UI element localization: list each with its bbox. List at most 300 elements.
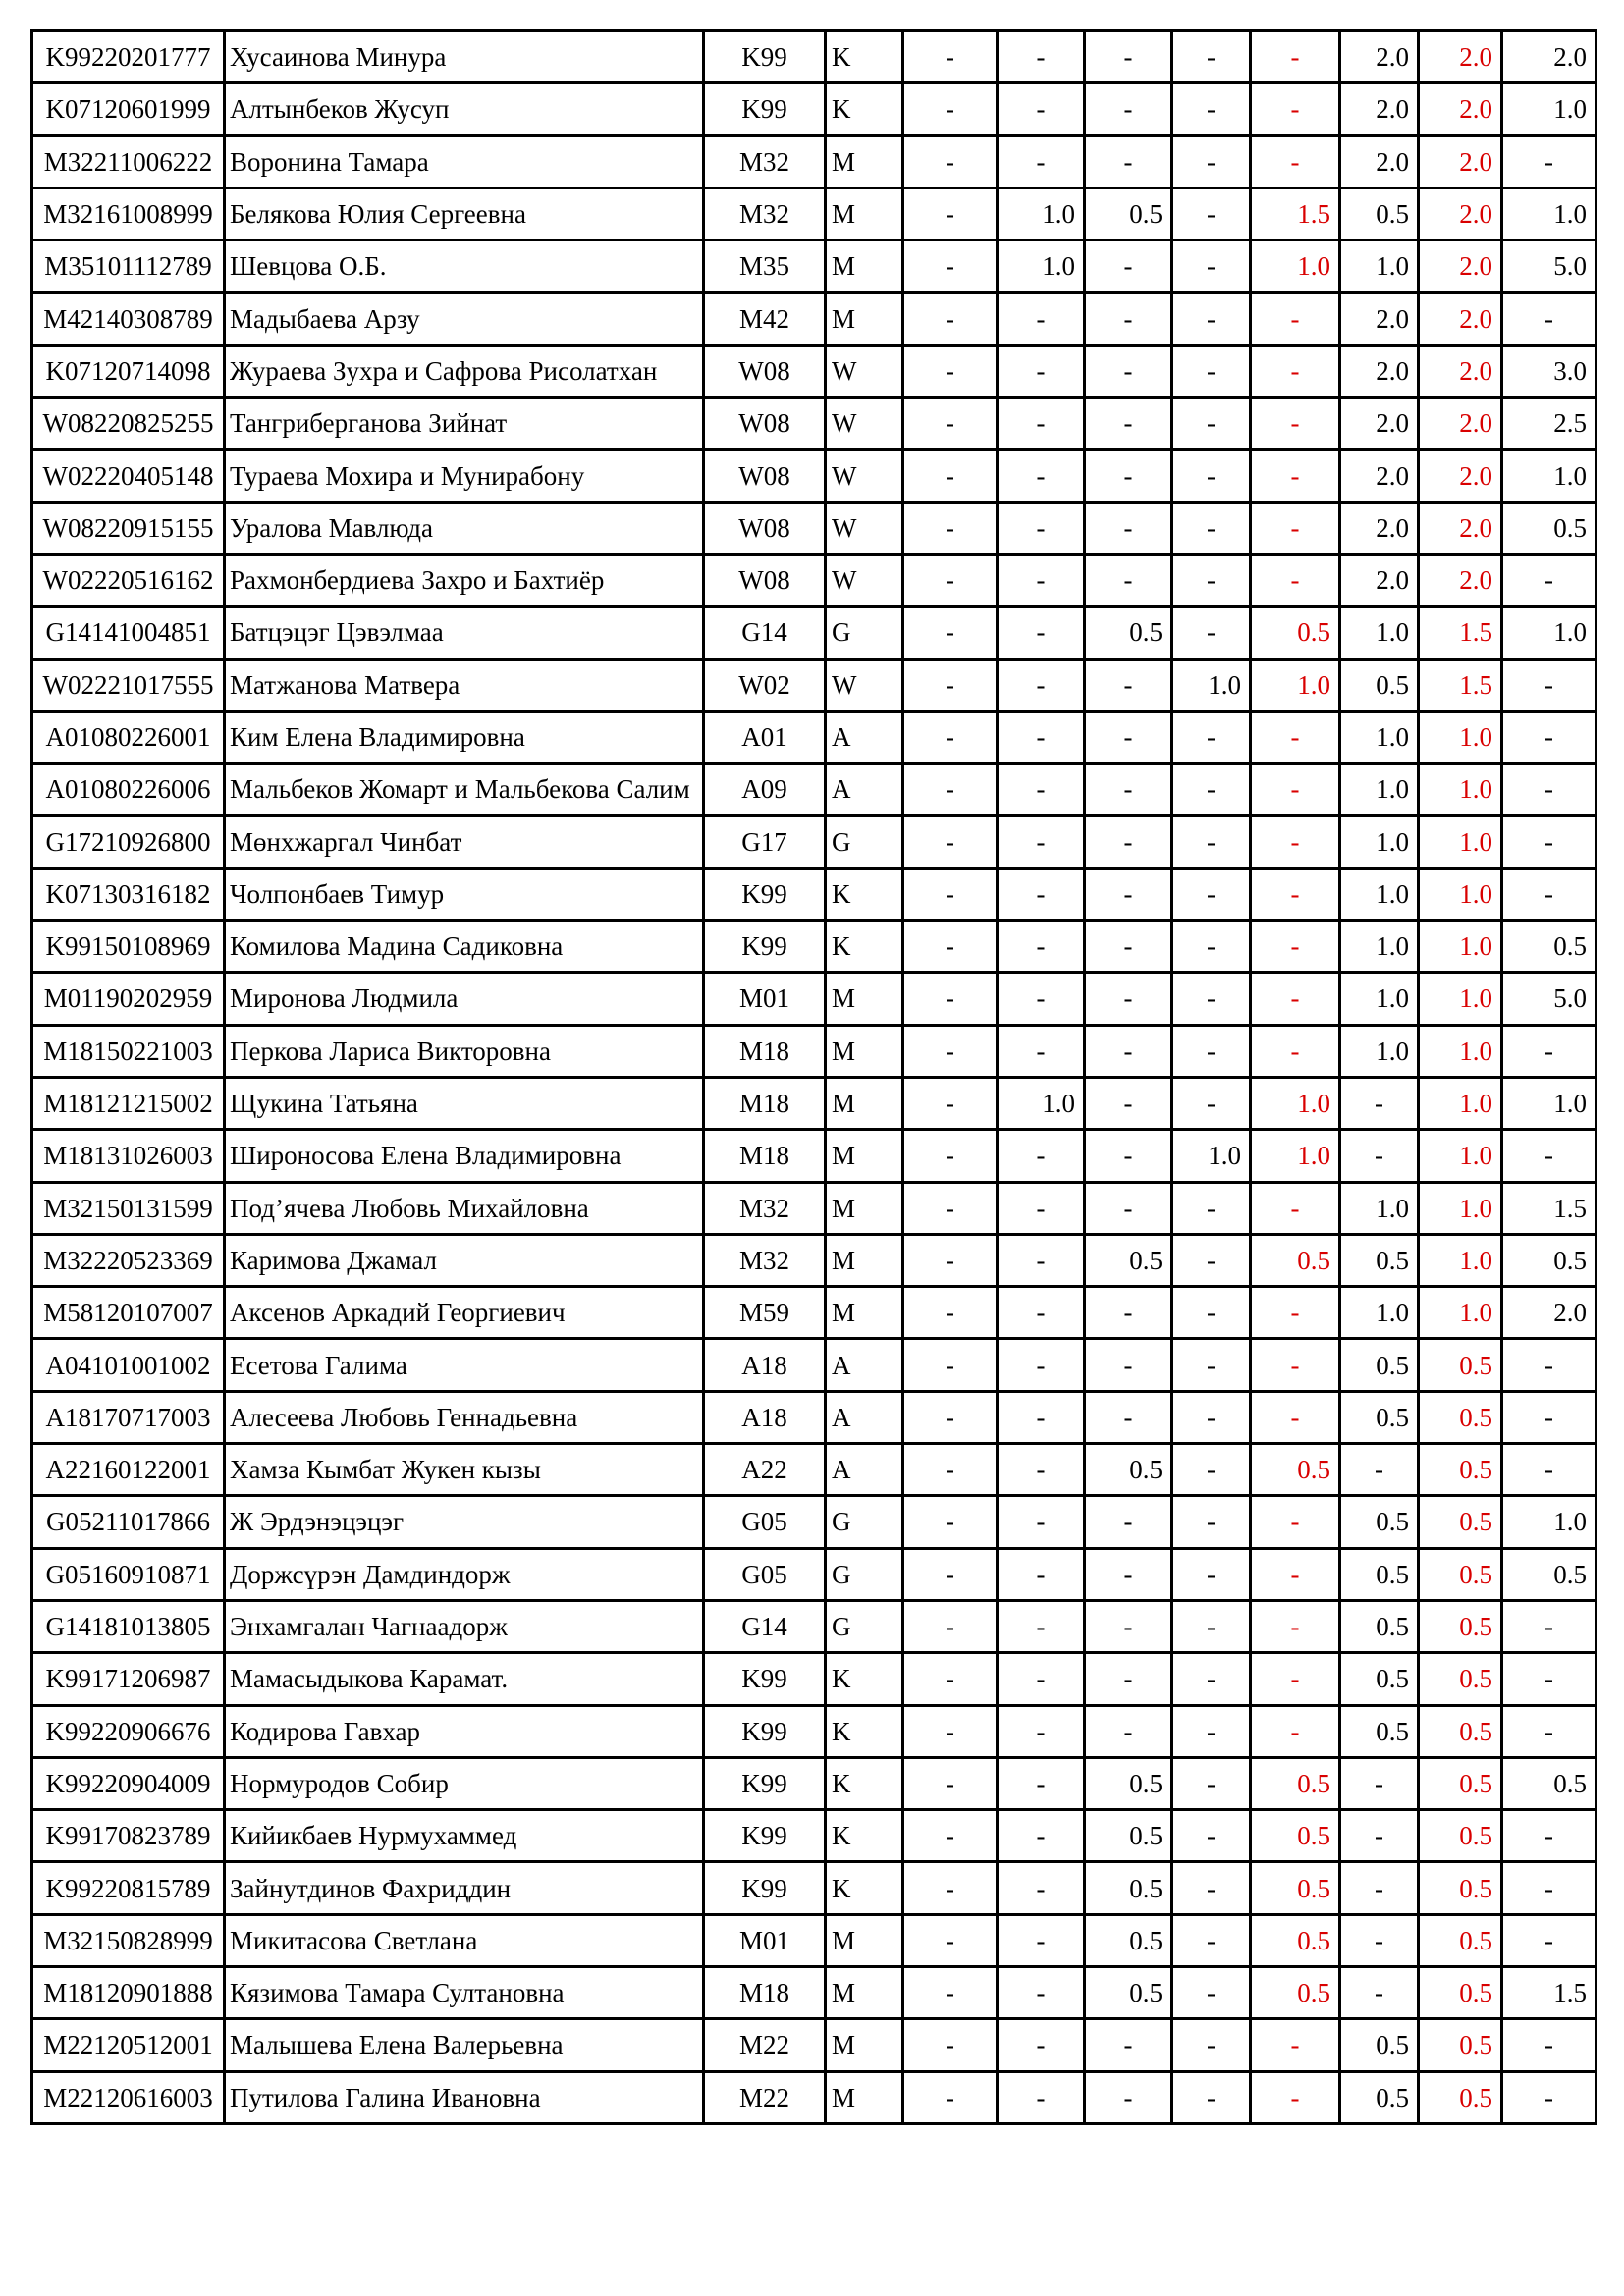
- cell-col3: 0.5: [1085, 1914, 1172, 1966]
- cell-col2: -: [998, 450, 1085, 502]
- cell-letter: K: [826, 1653, 903, 1705]
- cell-code: W02220516162: [32, 554, 225, 606]
- cell-code: M18121215002: [32, 1077, 225, 1129]
- cell-code: K99220815789: [32, 1862, 225, 1914]
- table-row: [32, 1287, 1597, 1339]
- cell-col6: 2.0: [1340, 31, 1419, 83]
- cell-col6: 1.0: [1340, 973, 1419, 1025]
- cell-col8: -: [1502, 764, 1597, 816]
- cell-code: M32211006222: [32, 135, 225, 187]
- cell-col2: -: [998, 1130, 1085, 1182]
- cell-group: A01: [704, 711, 826, 763]
- cell-col6: 1.0: [1340, 921, 1419, 973]
- cell-col1: -: [903, 1496, 998, 1548]
- cell-col6: -: [1340, 1966, 1419, 2018]
- cell-name: Хамза Кымбат Жукен кызы: [225, 1444, 704, 1496]
- cell-code: M32161008999: [32, 187, 225, 240]
- cell-col8: -: [1502, 1810, 1597, 1862]
- cell-col2: -: [998, 1966, 1085, 2018]
- cell-col8: -: [1502, 2019, 1597, 2071]
- cell-col4: 1.0: [1172, 1130, 1251, 1182]
- cell-col2: -: [998, 973, 1085, 1025]
- cell-col1: -: [903, 1444, 998, 1496]
- cell-col8: -: [1502, 659, 1597, 711]
- cell-group: A18: [704, 1391, 826, 1443]
- cell-group: W08: [704, 345, 826, 397]
- cell-letter: M: [826, 187, 903, 240]
- cell-col2: -: [998, 1391, 1085, 1443]
- table-row: [32, 711, 1597, 763]
- cell-letter: W: [826, 659, 903, 711]
- cell-letter: W: [826, 345, 903, 397]
- cell-name: Комилова Мадина Садиковна: [225, 921, 704, 973]
- cell-col1: -: [903, 764, 998, 816]
- cell-letter: M: [826, 1234, 903, 1286]
- table-row: [32, 187, 1597, 240]
- cell-col8: 5.0: [1502, 240, 1597, 293]
- cell-code: W08220915155: [32, 502, 225, 554]
- cell-col3: -: [1085, 711, 1172, 763]
- cell-col7-total: 0.5: [1419, 1705, 1502, 1757]
- cell-group: G05: [704, 1496, 826, 1548]
- cell-letter: W: [826, 450, 903, 502]
- cell-col8: 1.0: [1502, 1077, 1597, 1129]
- cell-col5-subtotal: -: [1251, 83, 1340, 135]
- cell-col5-subtotal: 1.0: [1251, 240, 1340, 293]
- cell-col2: -: [998, 1653, 1085, 1705]
- cell-col1: -: [903, 1914, 998, 1966]
- cell-code: M18131026003: [32, 1130, 225, 1182]
- cell-col3: -: [1085, 1496, 1172, 1548]
- cell-col7-total: 1.0: [1419, 816, 1502, 868]
- cell-col5-subtotal: -: [1251, 1496, 1340, 1548]
- cell-name: Уралова Мавлюда: [225, 502, 704, 554]
- cell-col8: -: [1502, 816, 1597, 868]
- cell-letter: M: [826, 135, 903, 187]
- cell-group: G17: [704, 816, 826, 868]
- cell-name: Есетова Галима: [225, 1339, 704, 1391]
- cell-letter: G: [826, 816, 903, 868]
- cell-group: M01: [704, 973, 826, 1025]
- cell-letter: K: [826, 868, 903, 920]
- cell-col7-total: 0.5: [1419, 2071, 1502, 2123]
- cell-col4: -: [1172, 1600, 1251, 1652]
- cell-col5-subtotal: -: [1251, 398, 1340, 450]
- cell-group: M18: [704, 1025, 826, 1077]
- cell-col6: 1.0: [1340, 1182, 1419, 1234]
- cell-col3: -: [1085, 1025, 1172, 1077]
- cell-col3: -: [1085, 83, 1172, 135]
- cell-col3: -: [1085, 450, 1172, 502]
- cell-col4: -: [1172, 973, 1251, 1025]
- cell-code: M32220523369: [32, 1234, 225, 1286]
- cell-name: Аксенов Аркадий Георгиевич: [225, 1287, 704, 1339]
- table-row: [32, 973, 1597, 1025]
- table-row: [32, 1757, 1597, 1809]
- cell-col8: 1.5: [1502, 1966, 1597, 2018]
- cell-letter: A: [826, 711, 903, 763]
- cell-col8: -: [1502, 711, 1597, 763]
- cell-col2: -: [998, 1234, 1085, 1286]
- cell-letter: K: [826, 1810, 903, 1862]
- cell-col2: -: [998, 135, 1085, 187]
- cell-col6: 2.0: [1340, 398, 1419, 450]
- cell-code: M01190202959: [32, 973, 225, 1025]
- cell-col7-total: 2.0: [1419, 83, 1502, 135]
- cell-name: Матжанова Матвера: [225, 659, 704, 711]
- cell-code: G14141004851: [32, 607, 225, 659]
- cell-group: K99: [704, 31, 826, 83]
- cell-name: Шевцова О.Б.: [225, 240, 704, 293]
- cell-group: W08: [704, 554, 826, 606]
- cell-col3: -: [1085, 1548, 1172, 1600]
- table-row: [32, 1914, 1597, 1966]
- cell-group: W02: [704, 659, 826, 711]
- cell-group: K99: [704, 83, 826, 135]
- cell-col4: -: [1172, 764, 1251, 816]
- cell-col2: -: [998, 711, 1085, 763]
- cell-col8: -: [1502, 554, 1597, 606]
- table-row: [32, 83, 1597, 135]
- table-row: [32, 1600, 1597, 1652]
- cell-col4: -: [1172, 921, 1251, 973]
- cell-col5-subtotal: -: [1251, 1653, 1340, 1705]
- cell-col3: -: [1085, 502, 1172, 554]
- table-row: [32, 1130, 1597, 1182]
- cell-col7-total: 1.0: [1419, 711, 1502, 763]
- cell-letter: A: [826, 764, 903, 816]
- table-row: [32, 345, 1597, 397]
- cell-group: K99: [704, 1862, 826, 1914]
- cell-col5-subtotal: -: [1251, 135, 1340, 187]
- cell-name: Мадыбаева Арзу: [225, 293, 704, 345]
- cell-name: Тангриберганова Зийнат: [225, 398, 704, 450]
- cell-col4: -: [1172, 711, 1251, 763]
- cell-letter: K: [826, 1757, 903, 1809]
- cell-col1: -: [903, 1025, 998, 1077]
- cell-col2: -: [998, 1339, 1085, 1391]
- cell-col4: -: [1172, 1966, 1251, 2018]
- cell-col8: 5.0: [1502, 973, 1597, 1025]
- cell-group: M18: [704, 1077, 826, 1129]
- cell-name: Белякова Юлия Сергеевна: [225, 187, 704, 240]
- cell-col7-total: 1.0: [1419, 1182, 1502, 1234]
- cell-col3: 0.5: [1085, 1810, 1172, 1862]
- table-row: [32, 868, 1597, 920]
- cell-col1: -: [903, 240, 998, 293]
- cell-code: A01080226006: [32, 764, 225, 816]
- cell-col3: -: [1085, 764, 1172, 816]
- cell-col8: 3.0: [1502, 345, 1597, 397]
- cell-code: M42140308789: [32, 293, 225, 345]
- cell-col6: 0.5: [1340, 1600, 1419, 1652]
- cell-col8: -: [1502, 293, 1597, 345]
- cell-col6: -: [1340, 1862, 1419, 1914]
- cell-col5-subtotal: -: [1251, 554, 1340, 606]
- cell-col7-total: 0.5: [1419, 1339, 1502, 1391]
- cell-col2: -: [998, 1496, 1085, 1548]
- cell-col1: -: [903, 554, 998, 606]
- cell-col7-total: 2.0: [1419, 554, 1502, 606]
- cell-col4: -: [1172, 450, 1251, 502]
- cell-col5-subtotal: -: [1251, 1600, 1340, 1652]
- cell-name: Энхамгалан Чагнаадорж: [225, 1600, 704, 1652]
- table-row: [32, 1025, 1597, 1077]
- cell-col4: 1.0: [1172, 659, 1251, 711]
- cell-group: G14: [704, 1600, 826, 1652]
- cell-code: G17210926800: [32, 816, 225, 868]
- cell-col5-subtotal: 0.5: [1251, 1757, 1340, 1809]
- cell-col1: -: [903, 1600, 998, 1652]
- cell-col6: 0.5: [1340, 1496, 1419, 1548]
- table-row: [32, 1496, 1597, 1548]
- cell-col6: 0.5: [1340, 2019, 1419, 2071]
- cell-col1: -: [903, 398, 998, 450]
- cell-col6: 2.0: [1340, 83, 1419, 135]
- cell-col8: -: [1502, 1914, 1597, 1966]
- cell-col6: -: [1340, 1810, 1419, 1862]
- cell-col2: -: [998, 868, 1085, 920]
- cell-col6: 1.0: [1340, 711, 1419, 763]
- cell-col4: -: [1172, 1705, 1251, 1757]
- cell-code: A18170717003: [32, 1391, 225, 1443]
- cell-col5-subtotal: 0.5: [1251, 1914, 1340, 1966]
- cell-col4: -: [1172, 1077, 1251, 1129]
- cell-letter: A: [826, 1391, 903, 1443]
- cell-col1: -: [903, 1548, 998, 1600]
- cell-col8: -: [1502, 1130, 1597, 1182]
- cell-col4: -: [1172, 502, 1251, 554]
- cell-col2: -: [998, 921, 1085, 973]
- cell-col7-total: 1.0: [1419, 764, 1502, 816]
- cell-col2: -: [998, 83, 1085, 135]
- cell-col2: 1.0: [998, 240, 1085, 293]
- cell-col8: -: [1502, 868, 1597, 920]
- cell-letter: G: [826, 1600, 903, 1652]
- cell-col7-total: 2.0: [1419, 31, 1502, 83]
- cell-col8: 1.0: [1502, 187, 1597, 240]
- cell-col5-subtotal: -: [1251, 1548, 1340, 1600]
- cell-col6: 2.0: [1340, 554, 1419, 606]
- cell-name: Нормуродов Собир: [225, 1757, 704, 1809]
- table-row: [32, 1705, 1597, 1757]
- cell-col6: -: [1340, 1914, 1419, 1966]
- cell-code: K99220201777: [32, 31, 225, 83]
- cell-col7-total: 0.5: [1419, 1548, 1502, 1600]
- cell-col2: -: [998, 1862, 1085, 1914]
- cell-code: M22120616003: [32, 2071, 225, 2123]
- cell-col1: -: [903, 31, 998, 83]
- cell-name: Путилова Галина Ивановна: [225, 2071, 704, 2123]
- cell-col3: -: [1085, 1705, 1172, 1757]
- cell-group: A22: [704, 1444, 826, 1496]
- cell-col8: 1.5: [1502, 1182, 1597, 1234]
- cell-col4: -: [1172, 31, 1251, 83]
- table-row: [32, 502, 1597, 554]
- cell-group: M42: [704, 293, 826, 345]
- cell-col7-total: 0.5: [1419, 1444, 1502, 1496]
- cell-col7-total: 1.0: [1419, 1130, 1502, 1182]
- cell-col7-total: 0.5: [1419, 1862, 1502, 1914]
- cell-col1: -: [903, 1130, 998, 1182]
- cell-col6: 0.5: [1340, 1548, 1419, 1600]
- cell-col4: -: [1172, 1444, 1251, 1496]
- cell-col5-subtotal: -: [1251, 1339, 1340, 1391]
- cell-col6: -: [1340, 1444, 1419, 1496]
- cell-letter: G: [826, 1548, 903, 1600]
- cell-letter: M: [826, 1914, 903, 1966]
- cell-col4: -: [1172, 2071, 1251, 2123]
- cell-name: Ж Эрдэнэцэцэг: [225, 1496, 704, 1548]
- cell-col5-subtotal: -: [1251, 1705, 1340, 1757]
- table-row: [32, 659, 1597, 711]
- cell-letter: G: [826, 607, 903, 659]
- cell-col5-subtotal: 1.5: [1251, 187, 1340, 240]
- cell-group: M32: [704, 187, 826, 240]
- cell-col7-total: 0.5: [1419, 1496, 1502, 1548]
- cell-group: M35: [704, 240, 826, 293]
- cell-group: A18: [704, 1339, 826, 1391]
- cell-group: K99: [704, 868, 826, 920]
- table-body: [32, 31, 1597, 2124]
- cell-col1: -: [903, 83, 998, 135]
- cell-col6: 1.0: [1340, 816, 1419, 868]
- cell-col7-total: 1.5: [1419, 607, 1502, 659]
- cell-col3: -: [1085, 240, 1172, 293]
- cell-col7-total: 2.0: [1419, 187, 1502, 240]
- cell-col6: 2.0: [1340, 345, 1419, 397]
- cell-col6: 0.5: [1340, 1653, 1419, 1705]
- cell-col6: 1.0: [1340, 764, 1419, 816]
- table-row: [32, 135, 1597, 187]
- cell-letter: M: [826, 1182, 903, 1234]
- cell-col5-subtotal: -: [1251, 2019, 1340, 2071]
- cell-letter: W: [826, 502, 903, 554]
- cell-name: Малышева Елена Валерьевна: [225, 2019, 704, 2071]
- cell-col7-total: 0.5: [1419, 1810, 1502, 1862]
- cell-col2: -: [998, 1914, 1085, 1966]
- cell-col8: -: [1502, 1339, 1597, 1391]
- cell-col7-total: 2.0: [1419, 398, 1502, 450]
- cell-code: G14181013805: [32, 1600, 225, 1652]
- cell-col5-subtotal: -: [1251, 711, 1340, 763]
- table-row: [32, 1862, 1597, 1914]
- cell-col8: 0.5: [1502, 1757, 1597, 1809]
- cell-col1: -: [903, 711, 998, 763]
- table-row: [32, 1444, 1597, 1496]
- cell-col6: 1.0: [1340, 868, 1419, 920]
- cell-group: M22: [704, 2071, 826, 2123]
- cell-col2: -: [998, 1025, 1085, 1077]
- cell-col8: 1.0: [1502, 1496, 1597, 1548]
- cell-col8: -: [1502, 1444, 1597, 1496]
- cell-col7-total: 1.0: [1419, 1025, 1502, 1077]
- cell-col5-subtotal: -: [1251, 345, 1340, 397]
- cell-code: M22120512001: [32, 2019, 225, 2071]
- cell-col1: -: [903, 607, 998, 659]
- cell-group: M59: [704, 1287, 826, 1339]
- cell-col4: -: [1172, 1653, 1251, 1705]
- cell-col4: -: [1172, 1182, 1251, 1234]
- cell-col7-total: 1.0: [1419, 868, 1502, 920]
- cell-group: K99: [704, 1810, 826, 1862]
- cell-col6: 0.5: [1340, 1705, 1419, 1757]
- cell-col6: 0.5: [1340, 1391, 1419, 1443]
- cell-col4: -: [1172, 1862, 1251, 1914]
- cell-name: Миронова Людмила: [225, 973, 704, 1025]
- cell-col1: -: [903, 921, 998, 973]
- cell-col1: -: [903, 135, 998, 187]
- cell-col8: 1.0: [1502, 607, 1597, 659]
- table-row: [32, 293, 1597, 345]
- cell-col1: -: [903, 345, 998, 397]
- cell-col1: -: [903, 973, 998, 1025]
- cell-col8: 1.0: [1502, 83, 1597, 135]
- cell-group: W08: [704, 398, 826, 450]
- cell-col7-total: 0.5: [1419, 1914, 1502, 1966]
- cell-letter: M: [826, 293, 903, 345]
- table-row: [32, 554, 1597, 606]
- cell-name: Жураева Зухра и Сафрова Рисолатхан: [225, 345, 704, 397]
- cell-col3: 0.5: [1085, 607, 1172, 659]
- cell-col7-total: 0.5: [1419, 2019, 1502, 2071]
- cell-col2: -: [998, 1287, 1085, 1339]
- cell-col2: -: [998, 345, 1085, 397]
- cell-letter: M: [826, 1966, 903, 2018]
- cell-group: M32: [704, 135, 826, 187]
- cell-col7-total: 0.5: [1419, 1653, 1502, 1705]
- cell-col8: 2.0: [1502, 31, 1597, 83]
- table-row: [32, 607, 1597, 659]
- cell-col2: -: [998, 1600, 1085, 1652]
- cell-col3: -: [1085, 554, 1172, 606]
- cell-col2: -: [998, 1182, 1085, 1234]
- cell-group: M32: [704, 1234, 826, 1286]
- cell-col3: 0.5: [1085, 1966, 1172, 2018]
- cell-col7-total: 2.0: [1419, 502, 1502, 554]
- cell-col4: -: [1172, 1234, 1251, 1286]
- cell-col7-total: 2.0: [1419, 450, 1502, 502]
- cell-code: G05160910871: [32, 1548, 225, 1600]
- cell-col5-subtotal: -: [1251, 2071, 1340, 2123]
- cell-group: M18: [704, 1966, 826, 2018]
- cell-col1: -: [903, 1391, 998, 1443]
- cell-col7-total: 0.5: [1419, 1757, 1502, 1809]
- cell-letter: M: [826, 973, 903, 1025]
- cell-col2: -: [998, 2019, 1085, 2071]
- table-row: [32, 2071, 1597, 2123]
- cell-col3: -: [1085, 135, 1172, 187]
- cell-col4: -: [1172, 1339, 1251, 1391]
- cell-col7-total: 1.0: [1419, 973, 1502, 1025]
- cell-col7-total: 1.5: [1419, 659, 1502, 711]
- cell-col5-subtotal: -: [1251, 764, 1340, 816]
- cell-name: Под’ячева Любовь Михайловна: [225, 1182, 704, 1234]
- cell-col7-total: 2.0: [1419, 293, 1502, 345]
- cell-group: K99: [704, 1705, 826, 1757]
- cell-col8: 0.5: [1502, 1234, 1597, 1286]
- cell-code: A22160122001: [32, 1444, 225, 1496]
- cell-col6: 2.0: [1340, 502, 1419, 554]
- cell-col4: -: [1172, 240, 1251, 293]
- cell-name: Щукина Татьяна: [225, 1077, 704, 1129]
- cell-col4: -: [1172, 1391, 1251, 1443]
- cell-name: Доржсүрэн Дамдиндорж: [225, 1548, 704, 1600]
- cell-col5-subtotal: -: [1251, 1287, 1340, 1339]
- cell-col5-subtotal: -: [1251, 1025, 1340, 1077]
- cell-code: M32150131599: [32, 1182, 225, 1234]
- cell-col1: -: [903, 2071, 998, 2123]
